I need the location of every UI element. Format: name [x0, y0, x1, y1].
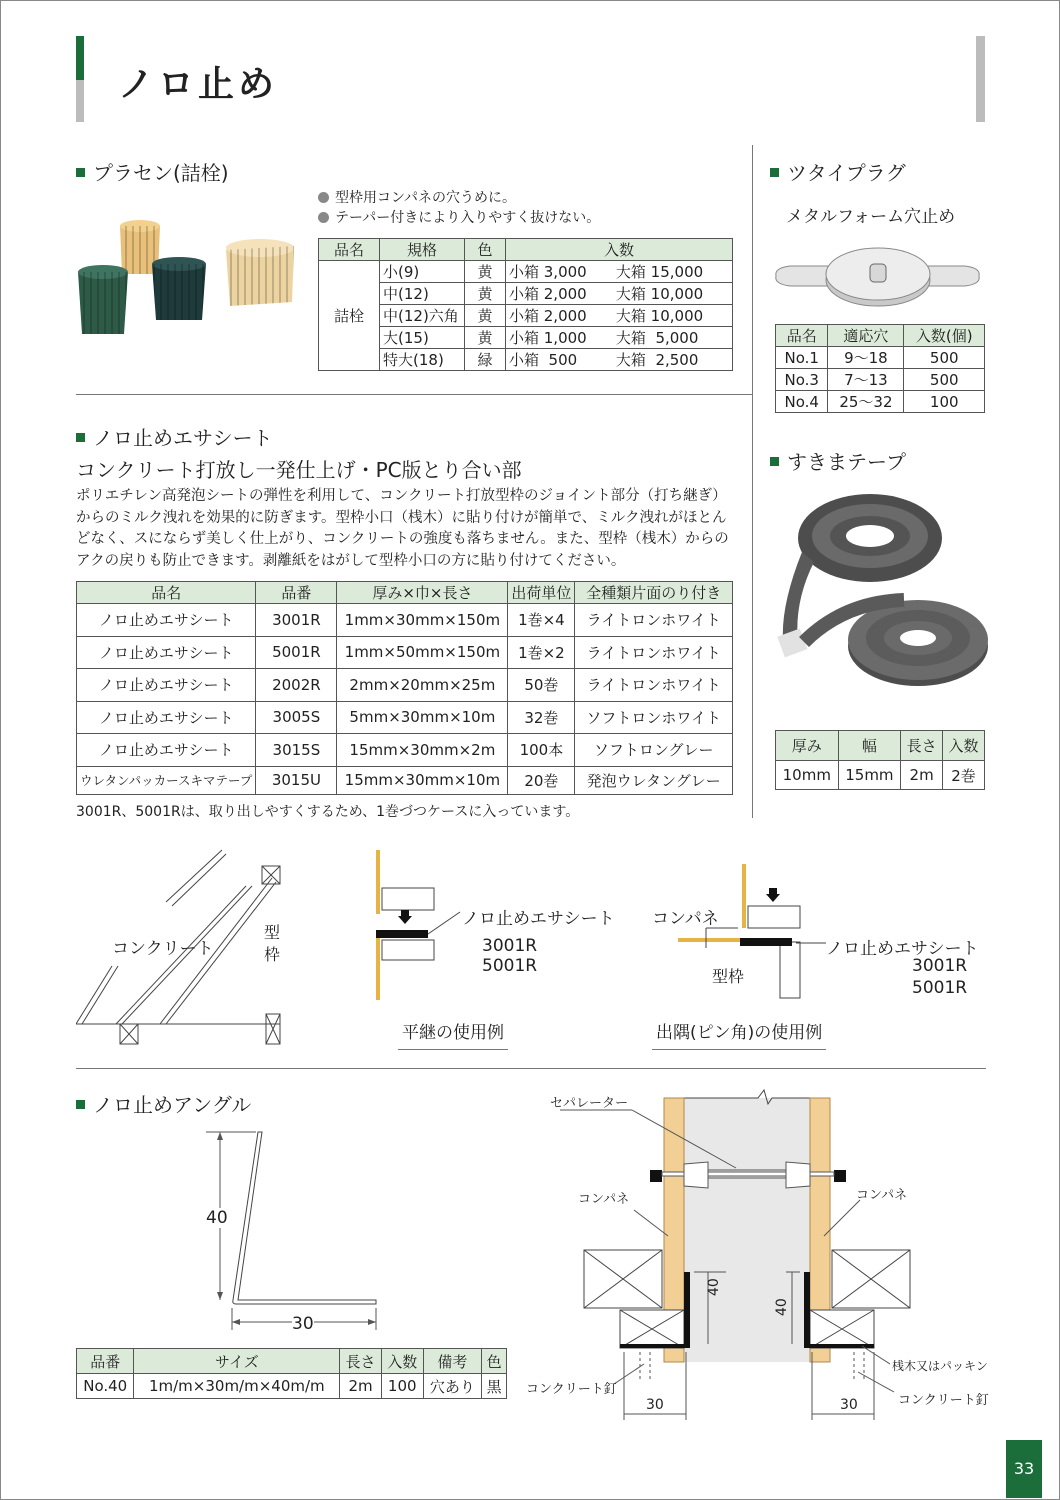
cell: 15mm [838, 761, 901, 790]
label-sangi: 桟木又はパッキン [892, 1359, 988, 1373]
cell: 3015U [256, 766, 337, 794]
cell: 500 [904, 347, 985, 369]
header-cell: 色 [465, 239, 506, 261]
label-code-5001r-2: 5001R [912, 978, 968, 998]
cell: 100 [904, 391, 985, 413]
cell: 2m [901, 761, 943, 790]
tsutai-table [775, 324, 985, 413]
cell: 小箱 3,000 [506, 261, 613, 283]
plasen-heading: プラセン(詰栓) [76, 157, 229, 186]
flat-joint-leader [426, 908, 466, 938]
cell: 小箱 2,000 [506, 305, 613, 327]
product-name-cell: 詰栓 [319, 261, 380, 371]
cell: ノロ止めエサシート [77, 669, 256, 702]
cell: 中(12) [380, 283, 465, 305]
cell: 大箱 10,000 [613, 305, 733, 327]
column-divider [752, 145, 753, 818]
caption-corner-joint: 出隅(ピン角)の使用例 [652, 1018, 826, 1050]
dim-40-right: 40 [774, 1298, 790, 1316]
cell: 2巻 [943, 761, 985, 790]
tsutai-heading: ツタイプラグ [770, 157, 906, 186]
header-cell: 品番 [77, 1349, 134, 1374]
cell: ライトロンホワイト [575, 669, 733, 702]
esa-table [76, 581, 733, 795]
cell: No.3 [776, 369, 828, 391]
cell: 1mm×30mm×150m [337, 604, 508, 637]
header-cell: 適応穴 [828, 325, 904, 347]
tsutai-plug-photo [770, 236, 985, 312]
plug-yellow-front [226, 239, 294, 306]
cell: 500 [904, 369, 985, 391]
cell: 3015S [256, 734, 337, 767]
cell: 大箱 2,500 [613, 349, 733, 371]
cell: 特大(18) [380, 349, 465, 371]
cell: No.1 [776, 347, 828, 369]
header-cell: 入数(個) [904, 325, 985, 347]
header-cell: 長さ [340, 1349, 382, 1374]
label-concrete: コンクリート [112, 939, 214, 959]
header-cell: 長さ [901, 731, 943, 761]
label-code-5001r-1: 5001R [482, 956, 538, 976]
esa-heading: ノロ止めエサシート [76, 422, 273, 451]
cell: 50巻 [508, 669, 575, 702]
sukima-tape-photo [774, 482, 988, 712]
title-accent-bar [76, 36, 84, 122]
header-cell: 出荷単位 [508, 582, 575, 604]
cell: 大(15) [380, 327, 465, 349]
sukima-heading: すきまテープ [770, 446, 906, 475]
header-cell: 色 [482, 1349, 507, 1374]
header-cell: 厚み [776, 731, 839, 761]
cell: 小箱 1,000 [506, 327, 613, 349]
header-cell: 幅 [838, 731, 901, 761]
header-cell: 入数 [381, 1349, 423, 1374]
wall-section-diagram [520, 1086, 920, 1426]
cell: 5001R [256, 636, 337, 669]
label-nail-right: コンクリート釘 [898, 1393, 989, 1408]
cell: 黄 [465, 283, 506, 305]
plug-dark [152, 257, 206, 320]
cell: 小箱 2,000 [506, 283, 613, 305]
label-konpane-left: コンパネ [578, 1192, 630, 1207]
header-cell: サイズ [134, 1349, 340, 1374]
cell: 中(12)六角 [380, 305, 465, 327]
section-divider [76, 394, 752, 395]
cell: ライトロンホワイト [575, 636, 733, 669]
caption-flat-joint: 平継の使用例 [398, 1018, 508, 1050]
cell: 発泡ウレタングレー [575, 766, 733, 794]
cell: No.40 [77, 1374, 134, 1399]
label-sheet-2: ノロ止めエサシート [826, 939, 979, 959]
cell: 9〜18 [828, 347, 904, 369]
cell: 25〜32 [828, 391, 904, 413]
header-cell: 全種類片面のり付き [575, 582, 733, 604]
label-sheet-1: ノロ止めエサシート [462, 909, 615, 929]
header-cell: 品番 [256, 582, 337, 604]
cell: 大箱 5,000 [613, 327, 733, 349]
cell: ウレタンパッカースキマテープ [77, 766, 256, 794]
cell: 1巻×4 [508, 604, 575, 637]
dim-40: 40 [206, 1208, 228, 1228]
cell: ノロ止めエサシート [77, 636, 256, 669]
cell: ライトロンホワイト [575, 604, 733, 637]
angle-table [76, 1348, 507, 1399]
title-accent-bar-right [976, 36, 985, 122]
label-konpane-corner: コンパネ [652, 909, 719, 929]
label-konpane-right: コンパネ [856, 1188, 908, 1203]
cell: ノロ止めエサシート [77, 701, 256, 734]
dim-30: 30 [292, 1314, 314, 1334]
cell: 2m [340, 1374, 382, 1399]
cell: 100本 [508, 734, 575, 767]
cell: 15mm×30mm×10m [337, 766, 508, 794]
header-cell: 品名 [77, 582, 256, 604]
tsutai-subtitle: メタルフォーム穴止め [786, 207, 956, 227]
cell: 7〜13 [828, 369, 904, 391]
label-code-3001r-1: 3001R [482, 936, 538, 956]
cell: 3001R [256, 604, 337, 637]
plasen-bullets [318, 188, 600, 228]
cell: ノロ止めエサシート [77, 734, 256, 767]
dim-30-left: 30 [646, 1397, 664, 1413]
plasen-table [318, 238, 733, 371]
cell: 穴あり [423, 1374, 482, 1399]
bullet-item: テーパー付きにより入りやすく抜けない。 [318, 208, 600, 228]
label-katawaku-vertical: 型枠 [264, 923, 281, 964]
cell: ノロ止めエサシート [77, 604, 256, 637]
header-cell: 規格 [380, 239, 465, 261]
header-cell: 入数 [943, 731, 985, 761]
label-code-3001r-2: 3001R [912, 956, 968, 976]
header-cell: 入数 [506, 239, 733, 261]
cell: ソフトロンホワイト [575, 701, 733, 734]
angle-profile-diagram [200, 1128, 384, 1338]
cell: 15mm×30mm×2m [337, 734, 508, 767]
header-cell: 備考 [423, 1349, 482, 1374]
cell: 1巻×2 [508, 636, 575, 669]
header-cell: 品名 [319, 239, 380, 261]
esa-description: ポリエチレン高発泡シートの弾性を利用して、コンクリート打放型枠のジョイント部分（打ち継ぎ）からのミルク洩れを効果的に防ぎます。型枠小口（桟木）に貼り付けが簡単で、ミルク洩れがほとんどなく、スにならず美しく仕上がり、コンクリートの強度も落ちません。また、型枠（桟木）からのアクの戻りも防止できます。剥離紙をはがして型枠小口の方に貼り付けてください。 [76, 488, 729, 569]
cell: 1mm×50mm×150m [337, 636, 508, 669]
cell: 黄 [465, 327, 506, 349]
cell: 黄 [465, 305, 506, 327]
plug-green [78, 265, 128, 334]
page-title: ノロ止め [118, 64, 279, 105]
cell: 小箱 500 [506, 349, 613, 371]
cell: No.4 [776, 391, 828, 413]
esa-subtitle: コンクリート打放し一発仕上げ・PC版とり合い部 [76, 458, 522, 482]
cell: 100 [381, 1374, 423, 1399]
cell: 黒 [482, 1374, 507, 1399]
cell: 大箱 10,000 [613, 283, 733, 305]
dim-30-right: 30 [840, 1397, 858, 1413]
cell: 2mm×20mm×25m [337, 669, 508, 702]
cell: 小(9) [380, 261, 465, 283]
cell: 10mm [776, 761, 839, 790]
bullet-item: 型枠用コンパネの穴うめに。 [318, 188, 600, 208]
section-divider [76, 1068, 986, 1069]
sukima-table [775, 730, 985, 790]
label-katawaku-corner: 型枠 [712, 967, 745, 986]
cell: 黄 [465, 261, 506, 283]
angle-heading: ノロ止めアングル [76, 1089, 251, 1118]
plasen-photo [74, 216, 306, 340]
cell: 大箱 15,000 [613, 261, 733, 283]
header-cell: 厚み×巾×長さ [337, 582, 508, 604]
cell: 3005S [256, 701, 337, 734]
header-cell: 品名 [776, 325, 828, 347]
cell: 緑 [465, 349, 506, 371]
cell: 5mm×30mm×10m [337, 701, 508, 734]
cell: 1m/m×30m/m×40m/m [134, 1374, 340, 1399]
corner-leader [794, 938, 828, 948]
page-number: 33 [1006, 1440, 1042, 1498]
label-separator: セパレーター [550, 1096, 629, 1111]
cell: 20巻 [508, 766, 575, 794]
cell: ソフトロングレー [575, 734, 733, 767]
dim-40-left: 40 [706, 1278, 722, 1296]
cell: 2002R [256, 669, 337, 702]
label-nail-left: コンクリート釘 [526, 1382, 617, 1397]
cell: 32巻 [508, 701, 575, 734]
esa-note: 3001R、5001Rは、取り出しやすくするため、1巻づつケースに入っています。 [76, 804, 580, 820]
